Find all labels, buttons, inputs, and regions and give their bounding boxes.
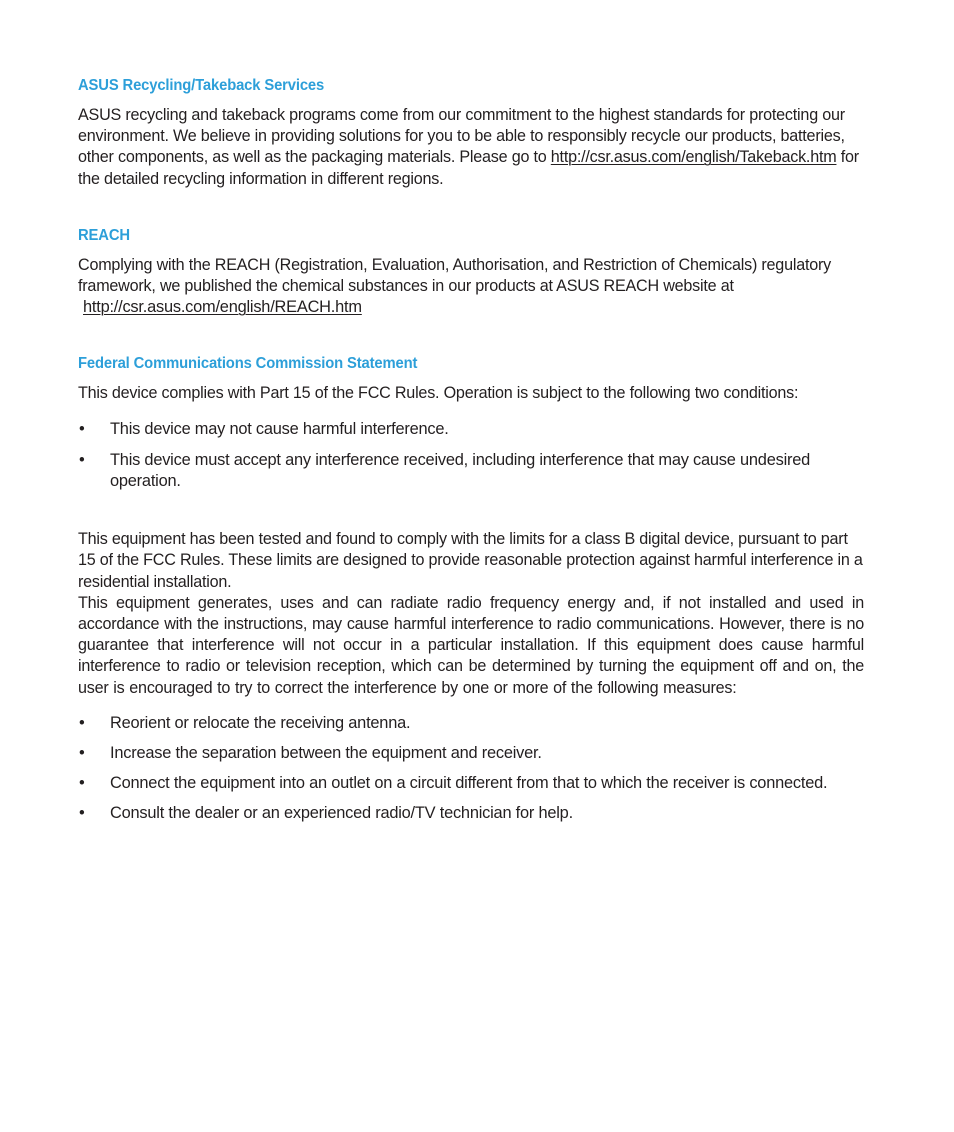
list-item: [78, 743, 876, 764]
recycling-text-after-link: for the detailed recycling information in different regions.: [78, 148, 859, 188]
bullet-dot-icon: •: [79, 713, 85, 732]
paragraph-fcc-intro: This device complies with Part 15 of the FCC Rules. Operation is subject to the following two conditions:: [78, 384, 799, 403]
list-item: [78, 773, 876, 794]
link-reach-url[interactable]: http://csr.asus.com/english/REACH.htm: [83, 298, 362, 317]
fcc-condition-text: This device may not cause harmful interference.: [110, 419, 449, 438]
fcc-measure-text: Consult the dealer or an experienced radio/TV technician for help.: [110, 804, 573, 823]
fcc-measures-list: [78, 713, 876, 825]
list-item: [78, 713, 876, 734]
fcc-measure-text: Increase the separation between the equipment and receiver.: [110, 744, 542, 763]
bullet-dot-icon: •: [79, 744, 85, 763]
heading-fcc-statement: Federal Communications Commission Statement: [78, 355, 418, 373]
bullet-dot-icon: •: [79, 419, 85, 438]
recycling-text-before-link: ASUS recycling and takeback programs come from our commitment to the highest standards for protecting our environment. We believe in providing solutions for you to be able to responsibly recycle our products, batteries, other components, as well as the packaging materials. Please go to: [78, 106, 845, 167]
fcc-condition-text: This device must accept any interference received, including interference that may cause undesired operation.: [110, 450, 811, 491]
paragraph-fcc-radiate: This equipment generates, uses and can radiate radio frequency energy and, if not installed and used in accordance with the instructions, may cause harmful interference to radio communications. However, there is no guarantee that interference will not occur in a particular installation. If this equipment does cause harmful interference to radio or television reception, which can be determined by turning the equipment off and on, the user is encouraged to try to correct the interference by one or more of the following measures:: [78, 593, 865, 697]
paragraph-recycling-takeback: [78, 105, 864, 190]
list-item: [78, 803, 876, 824]
list-item: [78, 419, 876, 440]
document-content: [78, 76, 876, 825]
fcc-conditions-list: [78, 419, 876, 493]
bullet-dot-icon: •: [79, 774, 85, 793]
paragraph-reach: Complying with the REACH (Registration, Evaluation, Authorisation, and Restriction of Chemicals) regulatory framework, we published the chemical substances in our products at ASUS REACH website at: [78, 255, 832, 296]
fcc-measure-text: Reorient or relocate the receiving antenna.: [110, 713, 411, 732]
link-takeback-url[interactable]: http://csr.asus.com/english/Takeback.htm: [550, 148, 837, 167]
bullet-dot-icon: •: [79, 450, 85, 469]
bullet-dot-icon: •: [79, 804, 85, 823]
paragraph-fcc-tested: This equipment has been tested and found to comply with the limits for a class B digital device, pursuant to part 15 of the FCC Rules. These limits are designed to provide reasonable protection against harmful interference in a residential installation.: [78, 530, 863, 591]
list-item: [78, 450, 876, 492]
fcc-measure-text: Connect the equipment into an outlet on a circuit different from that to which the receiver is connected.: [110, 774, 828, 793]
heading-asus-recycling-takeback: ASUS Recycling/Takeback Services: [78, 77, 325, 94]
heading-reach: REACH: [78, 226, 130, 244]
reach-link-line: [78, 297, 876, 318]
